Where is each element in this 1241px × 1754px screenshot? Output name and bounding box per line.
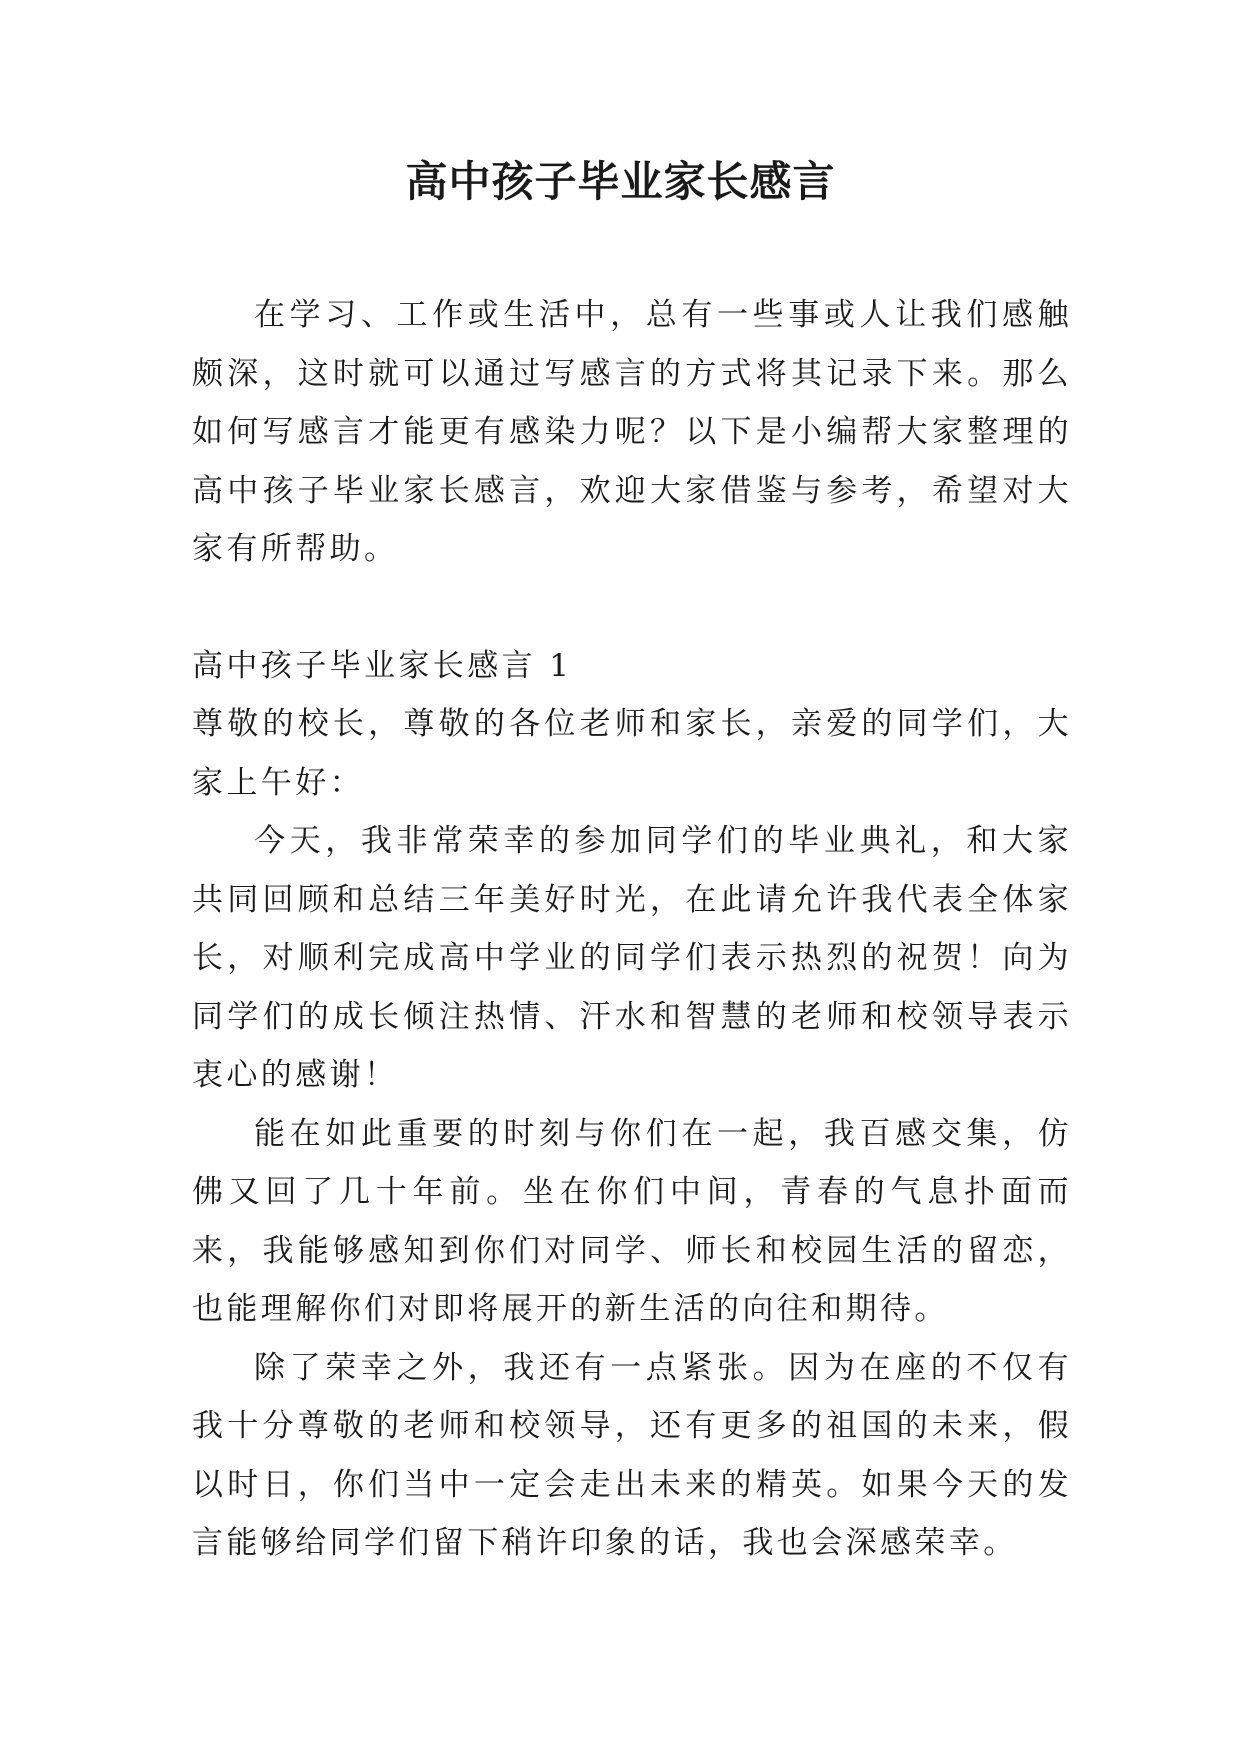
document-title: 高中孩子毕业家长感言 bbox=[405, 157, 836, 206]
section-spacer bbox=[192, 579, 1072, 637]
greeting-paragraph: 尊敬的校长，尊敬的各位老师和家长，亲爱的同学们，大家上午好： bbox=[192, 706, 1072, 801]
body-paragraph-3: 除了荣幸之外，我还有一点紧张。因为在座的不仅有我十分尊敬的老师和校领导，还有更多的祖国的未来，假以时日，你们当中一定会走出未来的精英。如果今天的发言能够给同学们留下稍许印象的话，我也会深感荣幸。 bbox=[192, 1349, 1072, 1561]
document-body bbox=[192, 286, 1072, 1573]
intro-paragraph: 在学习、工作或生活中，总有一些事或人让我们感触颇深，这时就可以通过写感言的方式将其记录下来。那么如何写感言才能更有感染力呢？以下是小编帮大家整理的高中孩子毕业家长感言，欢迎大家借鉴与参考，希望对大家有所帮助。 bbox=[192, 297, 1072, 567]
body-paragraph-2: 能在如此重要的时刻与你们在一起，我百感交集，仿佛又回了几十年前。坐在你们中间，青春的气息扑面而来，我能够感知到你们对同学、师长和校园生活的留恋，也能理解你们对即将展开的新生活的向往和期待。 bbox=[192, 1115, 1072, 1327]
body-paragraph-1: 今天，我非常荣幸的参加同学们的毕业典礼，和大家共同回顾和总结三年美好时光，在此请允许我代表全体家长，对顺利完成高中学业的同学们表示热烈的祝贺！向为同学们的成长倾注热情、汗水和智慧的老师和校领导表示衷心的感谢！ bbox=[192, 823, 1072, 1093]
section-heading: 高中孩子毕业家长感言 1 bbox=[192, 647, 573, 684]
